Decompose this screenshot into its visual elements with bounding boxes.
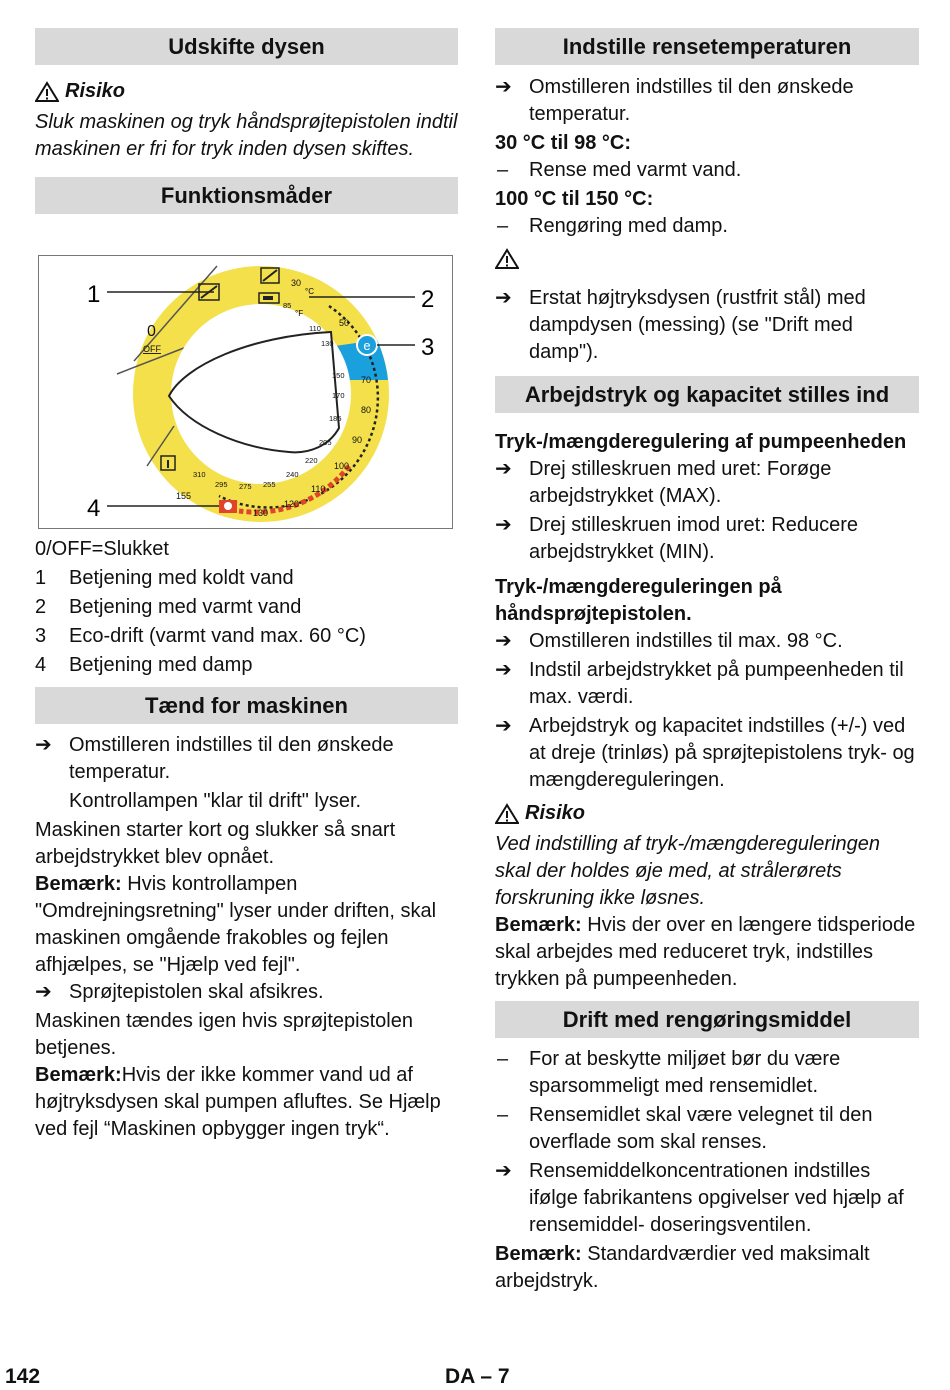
step-item (35, 732, 458, 759)
legend-item (35, 536, 458, 563)
note-text: Hvis der ikke kommer vand ud af højtryksdysen skal pumpen afluftes. Se Hjælp ved fejl “Maskinen opbygger ingen tryk“. (35, 1064, 441, 1140)
note-label: Bemærk: (495, 1243, 582, 1265)
arrow-icon: ➔ (495, 458, 512, 480)
step-text: Drej stilleskruen imod uret: Reducere arbejdstrykket (MIN). (529, 514, 859, 563)
left-column-lower (35, 536, 458, 1143)
arrow-icon: ➔ (35, 981, 52, 1003)
celsius-tick: 100 (334, 461, 350, 471)
arrow-icon: ➔ (495, 630, 512, 652)
heading-indstille-rensetemperaturen: Indstille rensetemperaturen (495, 28, 919, 65)
off-digit: 0 (147, 323, 156, 340)
legend-text: Betjening med varmt vand (69, 596, 302, 618)
dash-text: Rense med varmt vand. (529, 159, 742, 181)
celsius-tick: 50 (339, 318, 350, 328)
right-column (495, 28, 919, 1295)
left-column (35, 28, 458, 214)
fahrenheit-tick: 110 (309, 324, 321, 333)
celsius-tick: 120 (284, 499, 300, 509)
fahrenheit-tick: 275 (239, 482, 252, 491)
subheading: Tryk-/mængdereguleringen på håndsprøjtepistolen. (495, 576, 782, 625)
legend-item (35, 594, 458, 621)
note-text: Hvis der over en længere tidsperiode skal arbejdes med reduceret tryk, indstilles trykken på pumpeenheden. (495, 914, 916, 990)
note-label: Bemærk: (495, 914, 582, 936)
legend-num: 0/OFF (35, 538, 92, 560)
heading-arbejdstryk: Arbejdstryk og kapacitet stilles ind (495, 376, 919, 413)
step-text: Omstilleren indstilles til den ønskede (69, 734, 394, 756)
step-item (495, 285, 919, 366)
celsius-tick: 70 (361, 375, 372, 385)
celsius-tick: 130 (253, 508, 269, 518)
step-text: Arbejdstryk og kapacitet indstilles (+/-) ved at dreje (trinløs) på sprøjtepistolens tryk- og mængdereguleringen. (529, 715, 915, 791)
off-label: OFF (143, 344, 161, 354)
callout-1: 1 (87, 281, 101, 308)
range-label: 100 °C til 150 °C: (495, 188, 654, 210)
callout-3: 3 (421, 334, 435, 361)
dash-text: Rensemidlet skal være velegnet til den overflade som skal renses. (529, 1104, 873, 1153)
warning-icon (495, 803, 519, 825)
legend-text: Betjening med koldt vand (69, 567, 294, 589)
step-continuation: temperatur. (69, 761, 171, 783)
legend-num: 3 (35, 625, 47, 647)
legend-num: 2 (35, 596, 47, 618)
callout-4: 4 (87, 495, 101, 522)
steam-icon (219, 500, 237, 513)
fahrenheit-tick: 220 (305, 456, 318, 465)
fahrenheit-tick: 295 (215, 480, 228, 489)
step-item (495, 74, 919, 128)
risk-text: Sluk maskinen og tryk håndsprøjtepistolen indtil maskinen er fri for tryk inden dysen skiftes. (35, 111, 458, 160)
dash-text: Rengøring med damp. (529, 215, 728, 237)
step-text: Omstilleren indstilles til max. 98 °C. (529, 630, 843, 652)
step-item (495, 713, 919, 794)
heading-udskifte-dysen: Udskifte dysen (35, 28, 458, 65)
unit-fahrenheit: °F (295, 309, 304, 318)
dash-item (495, 213, 919, 240)
warning-icon (35, 81, 59, 103)
note-label: Bemærk: (35, 1064, 122, 1086)
fahrenheit-tick: 150 (332, 371, 345, 380)
legend-list (35, 536, 458, 679)
arrow-icon: ➔ (495, 1160, 512, 1182)
fahrenheit-tick: 185 (329, 414, 342, 423)
risk-label: Risiko (525, 802, 586, 824)
dash-item (495, 1102, 919, 1156)
heading-taend-for-maskinen: Tænd for maskinen (35, 687, 458, 724)
note-text: Standardværdier ved maksimalt arbejdstryk. (495, 1243, 870, 1292)
arrow-icon: ➔ (495, 715, 512, 737)
dash-bullet: – (497, 1104, 509, 1126)
dash-item (495, 1046, 919, 1100)
legend-item (35, 565, 458, 592)
section-marker: DA – 7 (445, 1365, 510, 1388)
celsius-tick: 155 (176, 491, 192, 501)
risk-label-row (495, 800, 919, 827)
dash-bullet: – (497, 215, 509, 237)
heading-funktionsmaader: Funktionsmåder (35, 177, 458, 214)
subheading: Tryk-/mængderegulering af pumpeenheden (495, 431, 907, 453)
legend-item (35, 652, 458, 679)
step-result: Kontrollampen "klar til drift" lyser. (69, 790, 362, 812)
legend-text: =Slukket (91, 538, 169, 560)
dash-item (495, 157, 919, 184)
dial-diagram (39, 256, 452, 528)
fahrenheit-tick: 130 (321, 339, 334, 348)
step-item (495, 512, 919, 566)
fahrenheit-tick: 240 (286, 470, 299, 479)
note-paragraph (35, 871, 458, 979)
callout-2: 2 (421, 286, 435, 313)
risk-label-row (35, 78, 458, 105)
risk-label: Risiko (65, 80, 126, 102)
arrow-icon: ➔ (495, 76, 512, 98)
step-item (495, 657, 919, 711)
unit-celsius: °C (305, 287, 314, 296)
range-label: 30 °C til 98 °C: (495, 132, 632, 154)
legend-item (35, 623, 458, 650)
paragraph: Maskinen starter kort og slukker så snart arbejdstrykket blev opnået. (35, 819, 396, 868)
step-item (35, 979, 458, 1006)
arrow-icon: ➔ (35, 734, 52, 756)
step-item (495, 1158, 919, 1239)
fahrenheit-tick: 255 (263, 480, 276, 489)
step-text: Omstilleren indstilles til den ønskede temperatur. (529, 76, 854, 125)
paragraph: Maskinen tændes igen hvis sprøjtepistolen betjenes. (35, 1010, 413, 1059)
fahrenheit-tick: 170 (332, 391, 345, 400)
note-paragraph (35, 1062, 458, 1143)
legend-num: 1 (35, 567, 47, 589)
legend-text: Eco-drift (varmt vand max. 60 °C) (69, 625, 366, 647)
note-label: Bemærk: (35, 873, 122, 895)
step-text: Sprøjtepistolen skal afsikres. (69, 981, 324, 1003)
risk-text: Ved indstilling af tryk-/mængdereguleringen skal der holdes øje med, at strålerørets forskruning ikke løsnes. (495, 833, 881, 909)
celsius-tick: 30 (291, 278, 302, 288)
arrow-icon: ➔ (495, 514, 512, 536)
warning-icon (495, 248, 519, 270)
step-item (495, 456, 919, 510)
step-text: Rensemiddelkoncentrationen indstilles ifølge fabrikantens opgivelser ved hjælp af rensemiddel- doseringsventilen. (529, 1160, 904, 1236)
celsius-tick: 110 (311, 484, 326, 494)
dash-bullet: – (497, 159, 509, 181)
arrow-icon: ➔ (495, 659, 512, 681)
arrow-icon: ➔ (495, 287, 512, 309)
eco-letter: e (363, 338, 371, 353)
step-text: Erstat højtryksdysen (rustfrit stål) med dampdysen (messing) (se "Drift med damp"). (529, 287, 866, 363)
legend-text: Betjening med damp (69, 654, 253, 676)
note-paragraph (495, 912, 919, 993)
note-paragraph (495, 1241, 919, 1295)
step-text: Indstil arbejdstrykket på pumpeenheden til max. værdi. (529, 659, 904, 708)
celsius-tick: 80 (361, 405, 372, 415)
dash-bullet: – (497, 1048, 509, 1070)
dash-text: For at beskytte miljøet bør du være sparsommeligt med rensemidlet. (529, 1048, 841, 1097)
dial-figure (38, 255, 453, 529)
legend-num: 4 (35, 654, 47, 676)
page-number: 142 (5, 1365, 41, 1388)
fahrenheit-tick: 205 (319, 438, 332, 447)
step-text: Drej stilleskruen med uret: Forøge arbejdstrykket (MAX). (529, 458, 832, 507)
note-text: Hvis kontrollampen "Omdrejningsretning" lyser under driften, skal maskinen omgående frakobles og fejlen afhjælpes, se "Hjælp ved fejl". (35, 873, 437, 976)
celsius-tick: 90 (352, 435, 363, 445)
fahrenheit-tick: 85 (283, 301, 292, 310)
step-item (495, 628, 919, 655)
fahrenheit-tick: 310 (193, 470, 206, 479)
heading-drift-med-rengoringsmiddel: Drift med rengøringsmiddel (495, 1001, 919, 1038)
warning-row (495, 248, 919, 275)
